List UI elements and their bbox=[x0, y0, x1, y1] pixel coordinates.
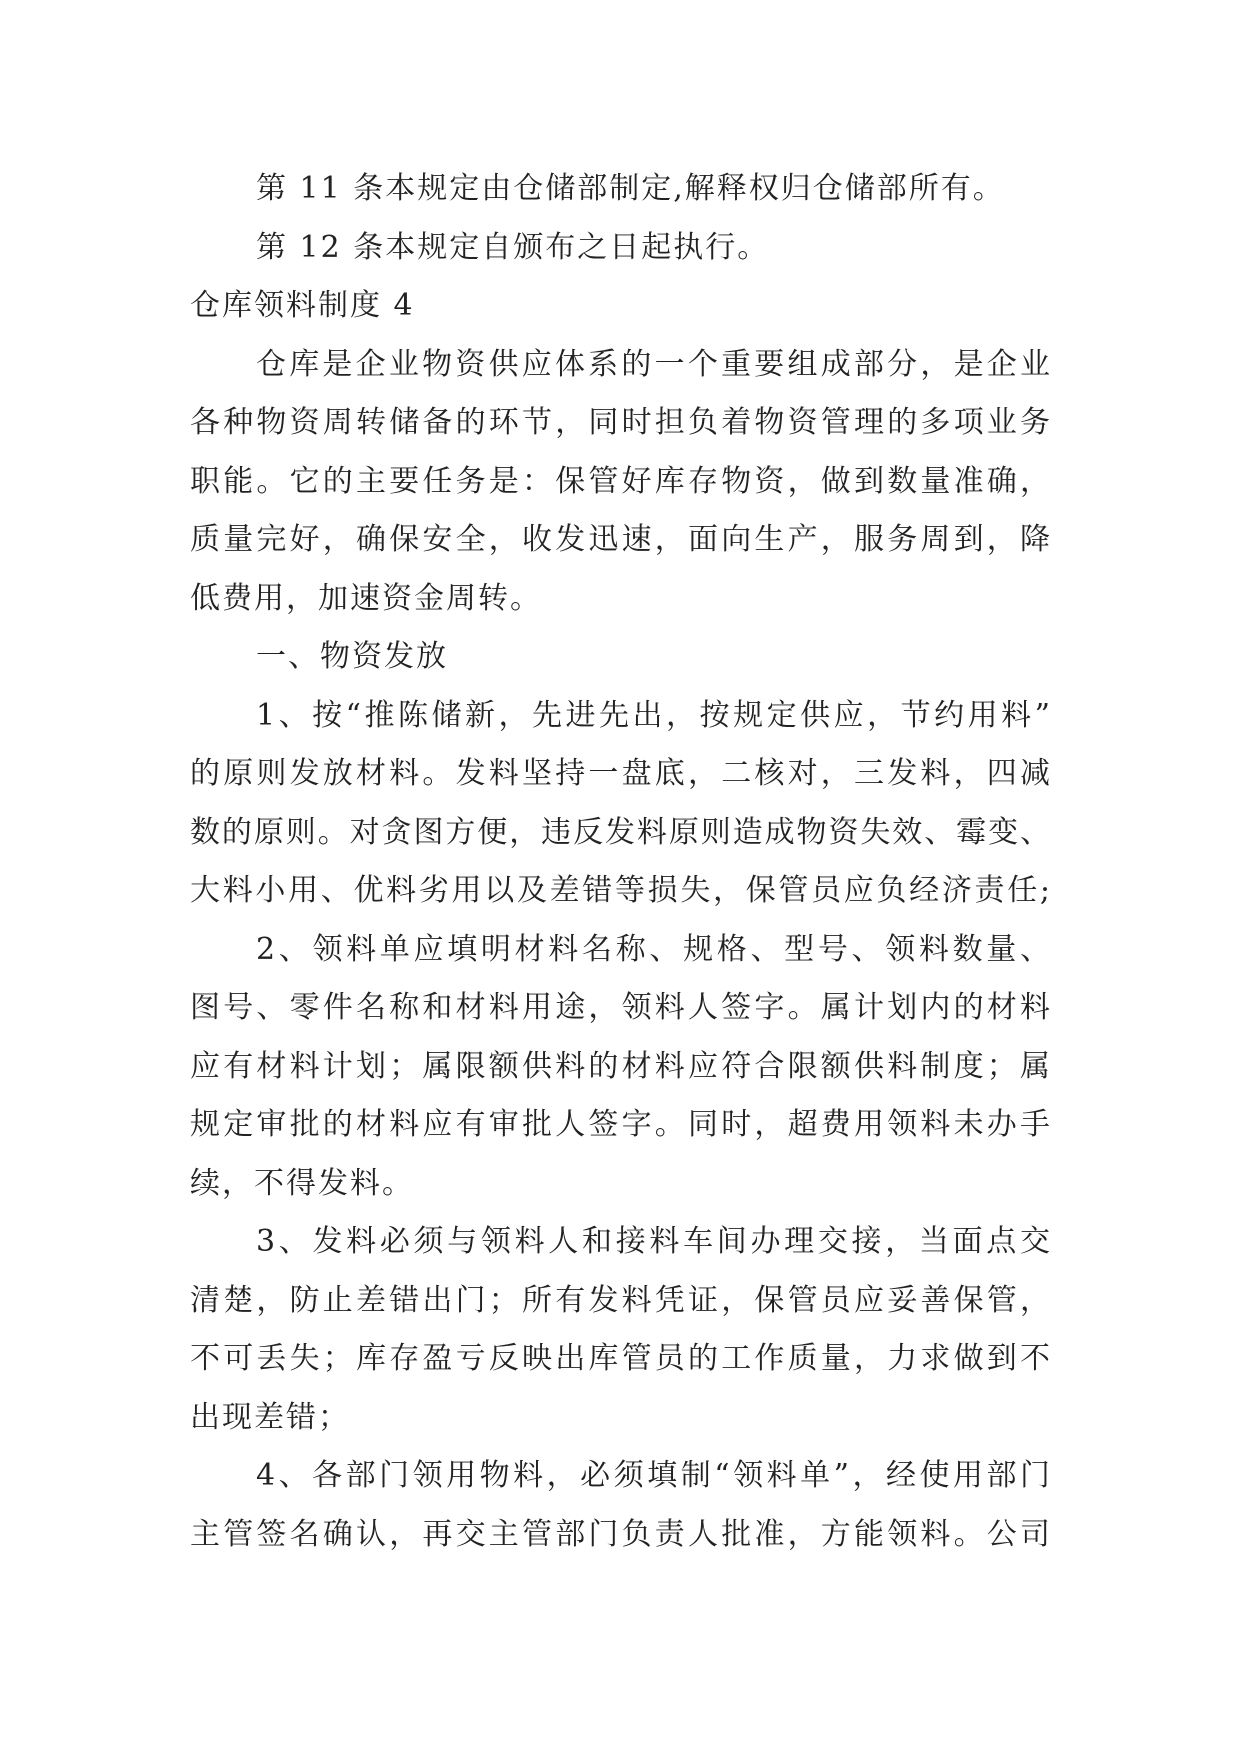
item-4-line: 4、各部门领用物料，必须填制“领料单”，经使用部门 bbox=[256, 1458, 1050, 1493]
item-3-line: 清楚，防止差错出门；所有发料凭证，保管员应妥善保管， bbox=[190, 1282, 1050, 1318]
item-1-line: 1、按“推陈储新，先进先出，按规定供应，节约用料” bbox=[256, 697, 1050, 733]
paragraph-line: 低费用，加速资金周转。 bbox=[190, 580, 542, 616]
section-heading: 仓库领料制度 4 bbox=[190, 288, 415, 323]
document-body bbox=[190, 160, 1060, 1564]
item-2-line: 2、领料单应填明材料名称、规格、型号、领料数量、 bbox=[256, 931, 1050, 967]
item-1-line: 大料小用、优料劣用以及差错等损失，保管员应负经济责任; bbox=[190, 873, 1050, 908]
subsection-heading: 一、物资发放 bbox=[256, 639, 448, 674]
paragraph-line: 质量完好，确保安全，收发迅速，面向生产，服务周到，降 bbox=[190, 522, 1050, 557]
item-2-line: 续，不得发料。 bbox=[190, 1165, 414, 1201]
item-2-line: 规定审批的材料应有审批人签字。同时，超费用领料未办手 bbox=[190, 1107, 1050, 1142]
paragraph-line: 仓库是企业物资供应体系的一个重要组成部分，是企业 bbox=[256, 346, 1050, 382]
paragraph-line: 职能。它的主要任务是：保管好库存物资，做到数量准确， bbox=[190, 463, 1050, 499]
item-3-line: 不可丢失；库存盈亏反映出库管员的工作质量，力求做到不 bbox=[190, 1341, 1050, 1376]
item-4-line: 主管签名确认，再交主管部门负责人批准，方能领料。公司 bbox=[190, 1516, 1050, 1552]
item-1-line: 数的原则。对贪图方便，违反发料原则造成物资失效、霉变、 bbox=[190, 814, 1050, 850]
item-3-line: 出现差错； bbox=[190, 1399, 350, 1435]
item-3-line: 3、发料必须与领料人和接料车间办理交接，当面点交 bbox=[256, 1224, 1050, 1259]
article-11-line: 第 11 条本规定由仓储部制定,解释权归仓储部所有。 bbox=[256, 171, 1005, 206]
paragraph-line: 各种物资周转储备的环节，同时担负着物资管理的多项业务 bbox=[190, 405, 1050, 440]
item-1-line: 的原则发放材料。发料坚持一盘底，二核对，三发料，四减 bbox=[190, 756, 1050, 791]
article-12-line: 第 12 条本规定自颁布之日起执行。 bbox=[256, 229, 770, 265]
item-2-line: 图号、零件名称和材料用途，领料人签字。属计划内的材料 bbox=[190, 990, 1050, 1025]
item-2-line: 应有材料计划；属限额供料的材料应符合限额供料制度；属 bbox=[190, 1048, 1050, 1084]
